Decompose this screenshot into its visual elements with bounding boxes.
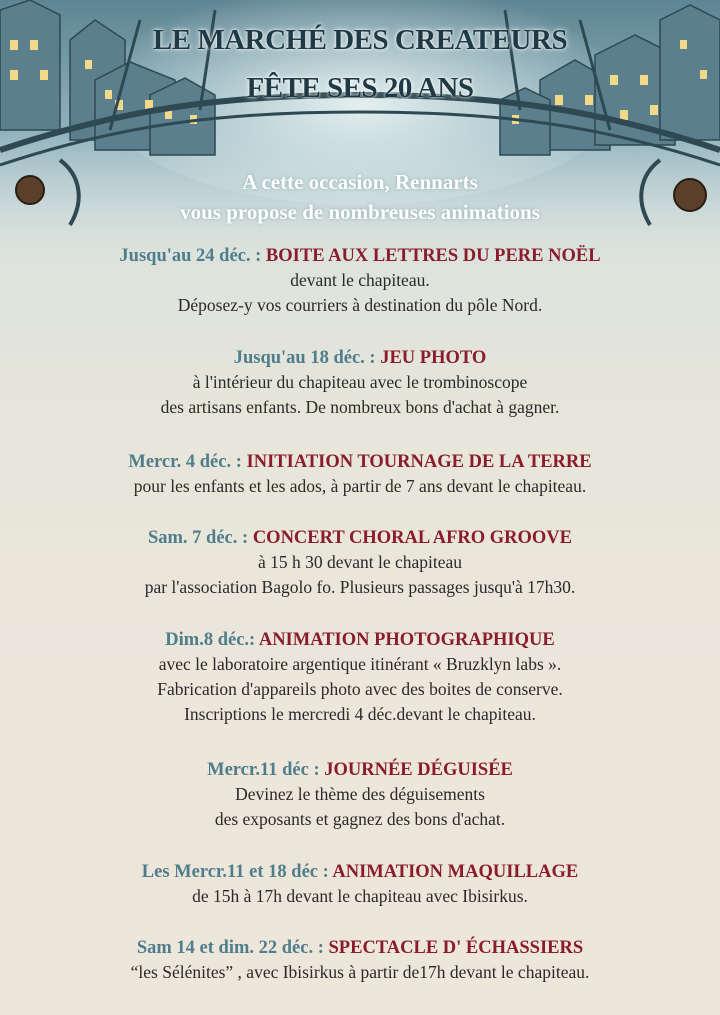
- subtitle-line-1: A cette occasion, Rennarts: [242, 170, 478, 194]
- event-title: JEU PHOTO: [380, 348, 487, 368]
- event-title: ANIMATION MAQUILLAGE: [332, 862, 579, 882]
- event-7: [0, 860, 720, 909]
- event-heading: [0, 860, 720, 884]
- event-detail: des exposants et gagnez des bons d'achat.: [214, 809, 506, 829]
- event-5: [0, 628, 720, 727]
- event-title: INITIATION TOURNAGE DE LA TERRE: [246, 452, 592, 472]
- event-detail: devant le chapiteau.: [290, 270, 430, 290]
- event-1: [0, 244, 720, 318]
- event-detail: pour les enfants et les ados, à partir de 7 ans devant le chapiteau.: [133, 476, 587, 496]
- event-8: [0, 936, 720, 985]
- title-line-2: FÊTE SES 20 ANS: [246, 72, 474, 104]
- event-detail: à 15 h 30 devant le chapiteau: [257, 552, 463, 572]
- event-detail: des artisans enfants. De nombreux bons d'achat à gagner.: [160, 397, 560, 417]
- event-detail: Fabrication d'appareils photo avec des boites de conserve.: [157, 679, 563, 699]
- event-heading: [0, 526, 720, 550]
- event-title: BOITE AUX LETTRES DU PERE NOËL: [265, 246, 601, 266]
- event-detail: “les Sélénites” , avec Ibisirkus à partir de17h devant le chapiteau.: [130, 962, 590, 982]
- event-date: Jusqu'au 24 déc. :: [119, 246, 262, 266]
- event-title: JOURNÉE DÉGUISÉE: [324, 760, 513, 780]
- event-detail: avec le laboratoire argentique itinérant « Bruzklyn labs ».: [158, 654, 562, 674]
- event-heading: [0, 244, 720, 268]
- event-title: SPECTACLE D' ÉCHASSIERS: [328, 938, 584, 958]
- event-detail: de 15h à 17h devant le chapiteau avec Ibisirkus.: [192, 886, 528, 906]
- event-heading: [0, 450, 720, 474]
- event-detail: Inscriptions le mercredi 4 déc.devant le chapiteau.: [184, 704, 536, 724]
- event-title: ANIMATION PHOTOGRAPHIQUE: [258, 630, 555, 650]
- event-2: [0, 346, 720, 420]
- event-heading: [0, 936, 720, 960]
- event-heading: [0, 628, 720, 652]
- event-date: Dim.8 déc.:: [165, 630, 256, 650]
- title-line-1: LE MARCHÉ DES CREATEURS: [152, 24, 568, 56]
- event-heading: [0, 758, 720, 782]
- event-4: [0, 526, 720, 600]
- event-date: Jusqu'au 18 déc. :: [233, 348, 376, 368]
- event-detail: par l'association Bagolo fo. Plusieurs passages jusqu'à 17h30.: [144, 577, 576, 597]
- event-date: Mercr.11 déc :: [207, 760, 320, 780]
- event-detail: Devinez le thème des déguisements: [235, 784, 485, 804]
- event-detail: Déposez-y vos courriers à destination du pôle Nord.: [177, 295, 543, 315]
- event-heading: [0, 346, 720, 370]
- event-date: Mercr. 4 déc. :: [128, 452, 242, 472]
- event-date: Sam. 7 déc. :: [147, 528, 249, 548]
- event-6: [0, 758, 720, 832]
- event-title: CONCERT CHORAL AFRO GROOVE: [252, 528, 573, 548]
- event-detail: à l'intérieur du chapiteau avec le trombinoscope: [192, 372, 528, 392]
- subtitle-line-2: vous propose de nombreuses animations: [180, 200, 540, 224]
- event-date: Sam 14 et dim. 22 déc. :: [136, 938, 324, 958]
- event-3: [0, 450, 720, 499]
- event-date: Les Mercr.11 et 18 déc :: [141, 862, 329, 882]
